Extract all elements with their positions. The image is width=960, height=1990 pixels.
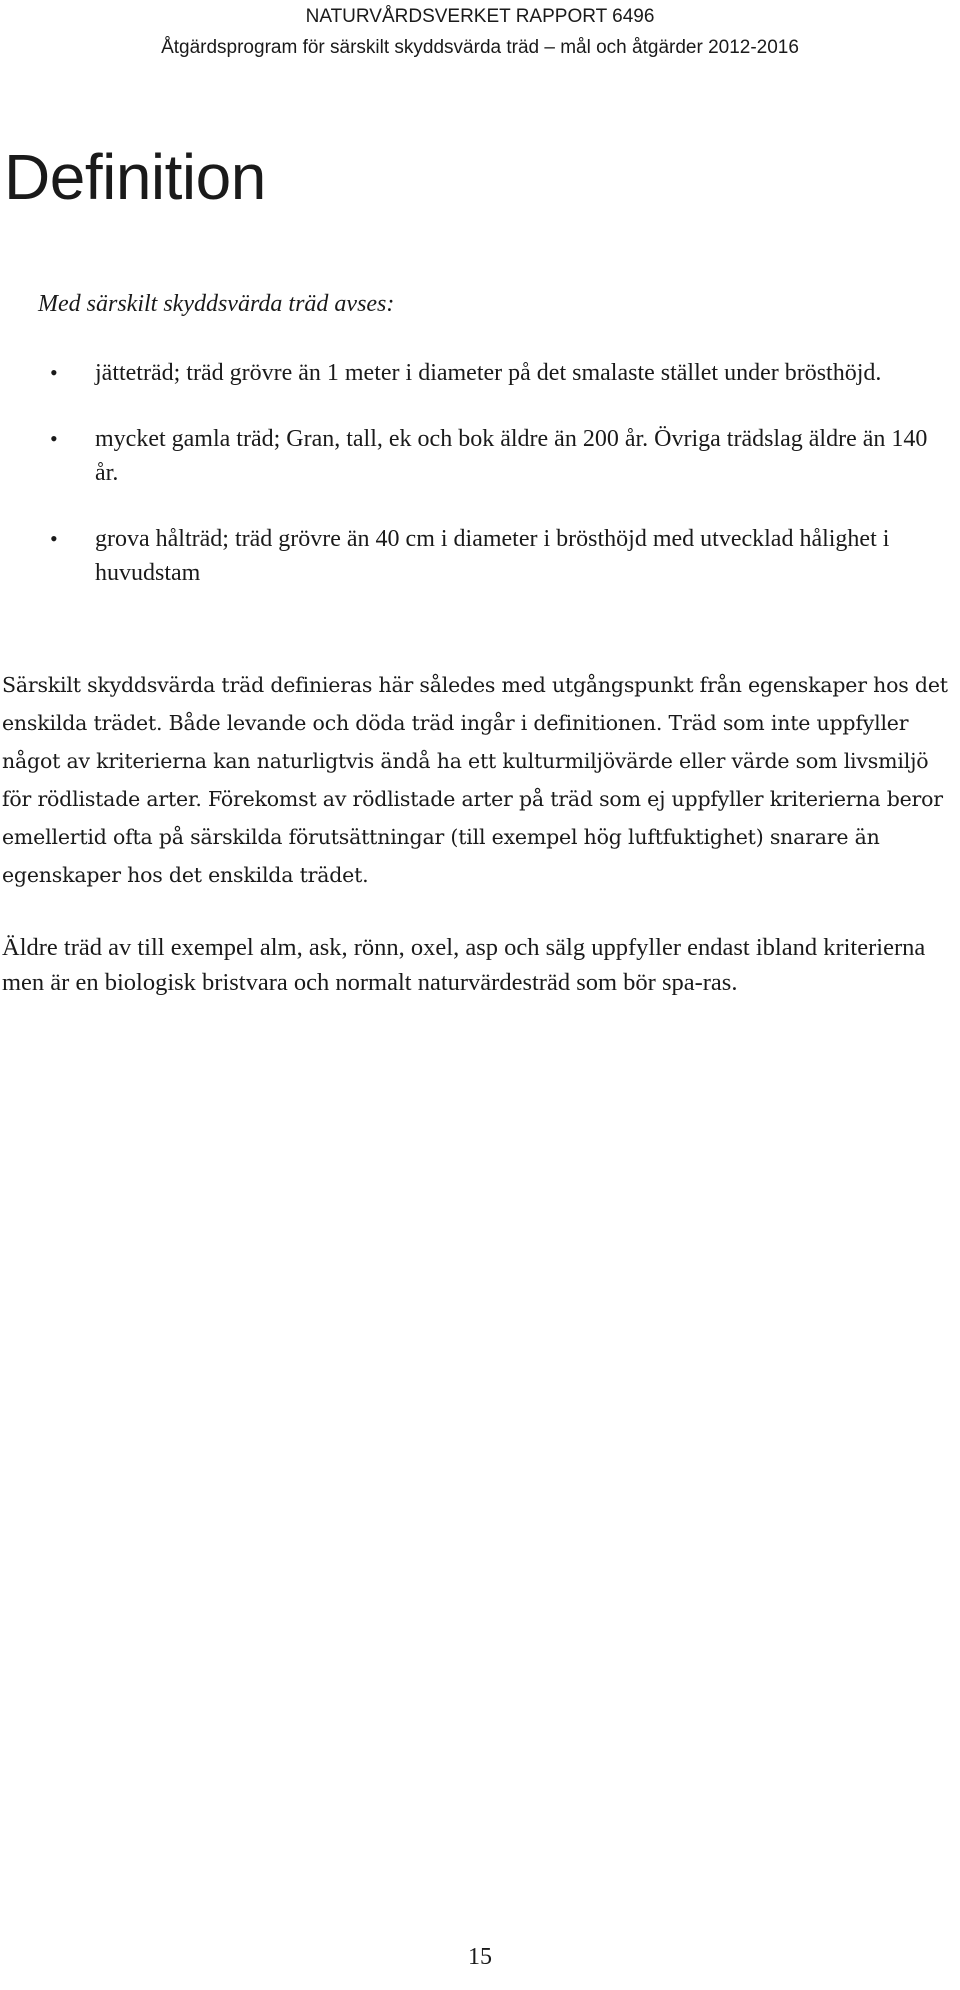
bullet-icon: •: [50, 360, 58, 385]
section-title: Definition: [4, 141, 266, 213]
bullet-icon: •: [50, 526, 58, 551]
list-item: [0, 522, 960, 590]
report-title: NATURVÅRDSVERKET RAPPORT 6496: [305, 6, 655, 27]
list-item: [0, 356, 960, 390]
list-item-text: mycket gamla träd; Gran, tall, ek och bok äldre än 200 år. Övriga trädslag äldre än 140 år.: [95, 426, 928, 486]
body-paragraph: Äldre träd av till exempel alm, ask, rönn, oxel, asp och sälg uppfyller endast ibland kriterierna men är en biologisk bristvara och normalt naturvärdesträd som bör spa-ras.: [2, 934, 926, 996]
body-paragraph: Särskilt skyddsvärda träd definieras här således med utgångspunkt från egenskaper hos det enskilda trädet. Både levande och döda träd ingår i definitionen. Träd som inte uppfyller något av kriterierna kan naturligtvis ändå ha ett kulturmiljövärde eller värde som livsmiljö för rödlistade arter. Förekomst av rödlistade arter på träd som ej uppfyller kriterierna beror emellertid ofta på särskilda förutsättningar (till exempel hög luftfuktighet) snarare än egenskaper hos det enskilda trädet.: [2, 673, 948, 887]
intro-text: Med särskilt skyddsvärda träd avses:: [38, 291, 395, 317]
page-number: 15: [468, 1944, 492, 1970]
list-item-text: grova hålträd; träd grövre än 40 cm i diameter i brösthöjd med utvecklad hålighet i huvudstam: [95, 526, 890, 586]
criteria-list: [0, 356, 960, 622]
list-item: [0, 422, 960, 490]
report-subtitle: Åtgärdsprogram för särskilt skyddsvärda träd – mål och åtgärder 2012-2016: [161, 37, 799, 58]
page-header: [0, 0, 960, 63]
bullet-icon: •: [50, 426, 58, 451]
list-item-text: jätteträd; träd grövre än 1 meter i diameter på det smalaste stället under brösthöjd.: [95, 360, 882, 386]
